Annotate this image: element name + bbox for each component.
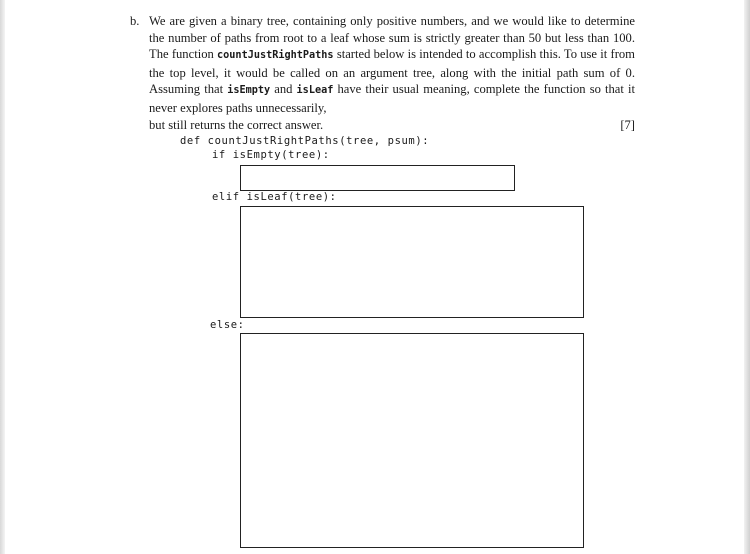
page-edge-right [744,0,750,554]
page-edge-left [0,0,5,554]
question-last-line: but still returns the correct answer. [149,117,324,132]
answer-box-else[interactable] [240,333,584,548]
question-b [130,13,635,133]
code-if-line: if isEmpty(tree): [212,149,330,161]
marks-label: [7] [620,117,635,132]
code-elif-line: elif isLeaf(tree): [212,191,337,203]
question-label: b. [130,14,140,28]
function-name: countJustRightPaths [217,50,334,62]
code-else-line: else: [210,319,245,331]
is-empty-name: isEmpty [227,85,271,97]
question-text: We are given a binary tree, containing only positive numbers, and we would like to determine the number of paths from root to a leaf whose sum is strictly greater than 50 but less than 100. The function countJustRightPaths started below is intended to accomplish this. To use it from the top level, it would be called on an argument tree, along with the initial path sum of 0. Assuming that isEmpty and isLeaf have their usual meaning, complete the function so that it never explores paths unnecessarily, but still returns the correct answer. [7] [149,14,636,132]
answer-box-elif[interactable] [240,206,584,318]
code-def-line: def countJustRightPaths(tree, psum): [180,135,430,147]
answer-box-if[interactable] [240,165,515,191]
is-leaf-name: isLeaf [296,85,334,97]
